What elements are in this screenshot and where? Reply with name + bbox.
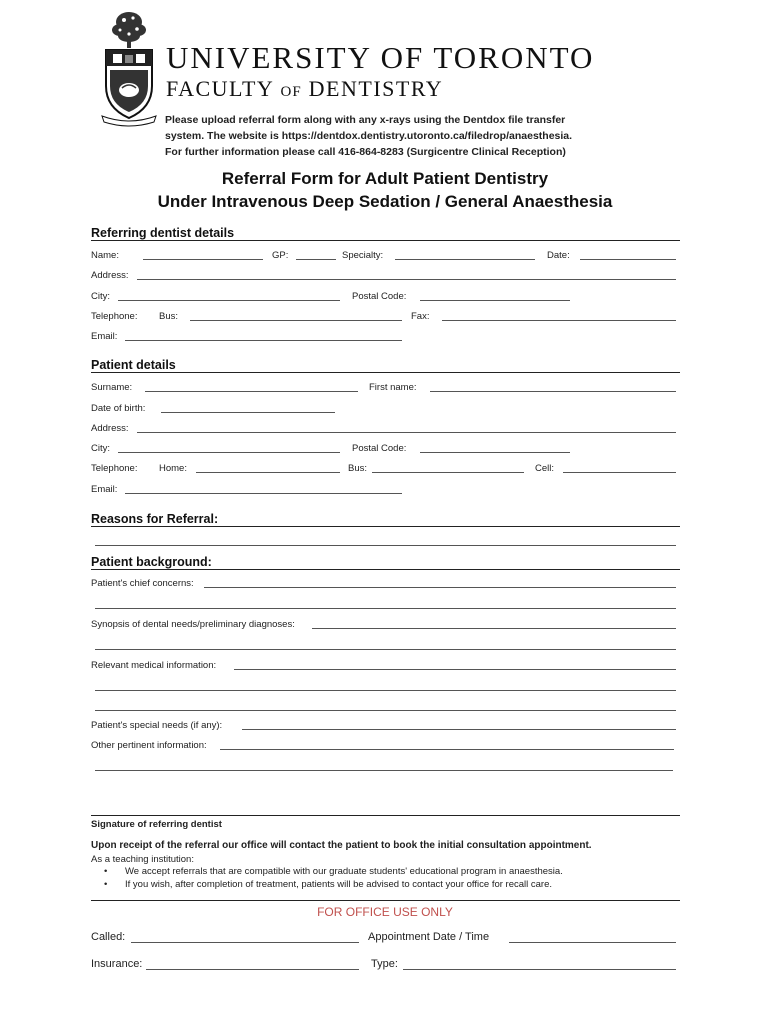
teaching-label: As a teaching institution: — [91, 854, 194, 865]
medical-info-field[interactable] — [234, 669, 676, 670]
ref-bus-label: Bus: — [159, 311, 179, 322]
ref-gp-field[interactable] — [296, 259, 336, 260]
office-use-heading: FOR OFFICE USE ONLY — [317, 905, 453, 919]
appointment-field[interactable] — [509, 942, 676, 943]
pt-cell-field[interactable] — [563, 472, 676, 473]
upload-notice-line1: Please upload referral form along with any x-rays using the Dentdox file transfer — [165, 114, 566, 126]
pt-dob-field[interactable] — [161, 412, 335, 413]
synopsis-field-2[interactable] — [95, 649, 676, 650]
ref-fax-field[interactable] — [442, 320, 676, 321]
insurance-field[interactable] — [146, 969, 359, 970]
section-rule — [91, 240, 680, 241]
reasons-heading: Reasons for Referral: — [91, 512, 219, 526]
section-rule — [91, 372, 680, 373]
other-info-field[interactable] — [220, 749, 674, 750]
special-needs-field[interactable] — [242, 729, 676, 730]
pt-postal-field[interactable] — [420, 452, 570, 453]
special-needs-label: Patient's special needs (if any): — [91, 720, 223, 731]
upload-notice-line2: system. The website is https://dentdox.dentistry.utoronto.ca/filedrop/anaesthesia. — [165, 130, 573, 142]
ref-city-field[interactable] — [118, 300, 340, 301]
bullet-dot: • — [104, 879, 108, 890]
pt-surname-field[interactable] — [145, 391, 358, 392]
ref-name-label: Name: — [91, 250, 119, 261]
pt-home-field[interactable] — [196, 472, 340, 473]
form-subtitle: Under Intravenous Deep Sedation / General Anaesthesia — [157, 192, 613, 211]
ref-telephone-label: Telephone: — [91, 311, 138, 322]
bullet-dot: • — [104, 866, 108, 877]
pt-email-label: Email: — [91, 484, 118, 495]
ref-address-field[interactable] — [137, 279, 676, 280]
form-title: Referral Form for Adult Patient Dentistry — [221, 169, 549, 188]
ref-email-field[interactable] — [125, 340, 402, 341]
bullet-item: If you wish, after completion of treatment, patients will be advised to contact your office for recall care. — [125, 879, 553, 890]
pt-bus-field[interactable] — [372, 472, 524, 473]
ref-specialty-field[interactable] — [395, 259, 535, 260]
appointment-label: Appointment Date / Time — [368, 931, 490, 943]
chief-concerns-field[interactable] — [204, 587, 676, 588]
chief-concerns-label: Patient's chief concerns: — [91, 578, 194, 589]
called-field[interactable] — [131, 942, 359, 943]
faculty-name — [166, 76, 443, 102]
pt-dob-label: Date of birth: — [91, 403, 146, 414]
faculty-dentistry: DENTISTRY — [308, 76, 444, 101]
ref-postal-field[interactable] — [420, 300, 570, 301]
pt-address-field[interactable] — [137, 432, 676, 433]
medical-info-field-2[interactable] — [95, 690, 676, 691]
ref-gp-label: GP: — [272, 250, 289, 261]
pt-telephone-label: Telephone: — [91, 463, 138, 474]
pt-firstname-field[interactable] — [430, 391, 676, 392]
ref-bus-field[interactable] — [190, 320, 402, 321]
pt-cell-label: Cell: — [535, 463, 555, 474]
type-field[interactable] — [403, 969, 676, 970]
called-label: Called: — [91, 931, 126, 943]
other-info-label: Other pertinent information: — [91, 740, 207, 751]
faculty-word: FACULTY — [166, 76, 274, 101]
patient-details-heading: Patient details — [91, 358, 176, 372]
office-rule — [91, 900, 680, 901]
other-info-field-2[interactable] — [95, 770, 673, 771]
ref-name-field[interactable] — [143, 259, 263, 260]
chief-concerns-field-2[interactable] — [95, 608, 676, 609]
pt-firstname-label: First name: — [369, 382, 417, 393]
section-rule — [91, 526, 680, 527]
type-label: Type: — [371, 958, 398, 970]
ref-fax-label: Fax: — [411, 311, 430, 322]
insurance-label: Insurance: — [91, 958, 143, 970]
pt-city-field[interactable] — [118, 452, 340, 453]
pt-bus-label: Bus: — [348, 463, 368, 474]
medical-info-label: Relevant medical information: — [91, 660, 217, 671]
signature-line[interactable] — [91, 815, 680, 816]
referring-dentist-heading: Referring dentist details — [91, 226, 235, 240]
ref-specialty-label: Specialty: — [342, 250, 384, 261]
bullet-item: We accept referrals that are compatible with our graduate students' educational program in anaesthesia. — [125, 866, 563, 877]
synopsis-label: Synopsis of dental needs/preliminary diagnoses: — [91, 619, 295, 630]
ref-date-label: Date: — [547, 250, 570, 261]
synopsis-field[interactable] — [312, 628, 676, 629]
signature-label: Signature of referring dentist — [91, 819, 222, 830]
ref-postal-label: Postal Code: — [352, 291, 407, 302]
ref-city-label: City: — [91, 291, 110, 302]
university-name: UNIVERSITY OF TORONTO — [166, 40, 595, 75]
pt-home-label: Home: — [159, 463, 187, 474]
pt-surname-label: Surname: — [91, 382, 133, 393]
patient-background-heading: Patient background: — [91, 555, 212, 569]
ref-date-field[interactable] — [580, 259, 676, 260]
ref-email-label: Email: — [91, 331, 118, 342]
pt-postal-label: Postal Code: — [352, 443, 407, 454]
reasons-field[interactable] — [95, 545, 676, 546]
pt-email-field[interactable] — [125, 493, 402, 494]
pt-address-label: Address: — [91, 423, 129, 434]
university-crest — [100, 8, 158, 128]
consult-statement: Upon receipt of the referral our office will contact the patient to book the initial consultation appointment. — [91, 840, 592, 851]
ref-address-label: Address: — [91, 270, 129, 281]
pt-city-label: City: — [91, 443, 110, 454]
medical-info-field-3[interactable] — [95, 710, 676, 711]
section-rule — [91, 569, 680, 570]
upload-notice-line3: For further information please call 416-864-8283 (Surgicentre Clinical Reception) — [165, 146, 566, 158]
faculty-of: OF — [280, 84, 302, 100]
